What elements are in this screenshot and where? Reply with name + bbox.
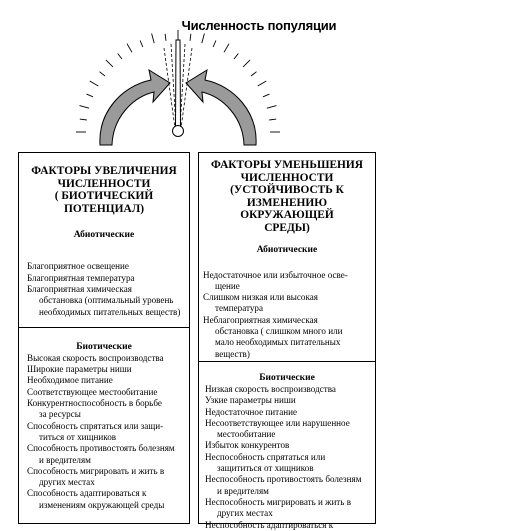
list-item-line: Способность спрятаться или защи- — [27, 420, 164, 431]
gauge-tick — [80, 119, 87, 120]
gauge-tick — [263, 94, 270, 97]
heading-line: ИЗМЕНЕНИЮ ОКРУЖАЮЩЕЙ — [240, 196, 334, 222]
list-item-line: Высокая скорость воспроизводства — [27, 352, 164, 363]
list-item — [205, 384, 375, 395]
heading-line: СРЕДЫ) — [264, 221, 310, 234]
increase-heading — [19, 165, 189, 215]
heading-line: ( БИОТИЧЕСКИЙ — [54, 190, 154, 203]
list-item-line: Узкие параметры ниши — [205, 395, 296, 406]
list-item-line: других местах — [39, 477, 95, 488]
gauge-tick — [152, 34, 155, 44]
list-item-line: Избыток конкурентов — [205, 440, 290, 451]
list-item — [205, 497, 375, 520]
decrease-biotic-title: Биотические — [259, 372, 315, 383]
list-item — [27, 284, 189, 318]
list-item — [205, 407, 375, 418]
gauge-tick — [202, 34, 205, 44]
increase-biotic-list — [19, 353, 189, 511]
list-item-line: Несоответствующее или нарушенное — [205, 417, 350, 428]
list-item — [203, 292, 375, 315]
gauge-tick — [127, 44, 132, 53]
gauge-tick — [118, 54, 122, 60]
list-item — [27, 261, 189, 272]
heading-line: ФАКТОРЫ УВЕЛИЧЕНИЯ — [31, 165, 177, 177]
decrease-abiotic-list — [199, 270, 375, 360]
list-item — [203, 315, 375, 360]
gauge-tick — [243, 60, 250, 67]
list-item-line: Способность противостоять болезням — [27, 443, 175, 454]
list-item — [27, 273, 189, 284]
list-item-line: Способность адаптироваться к — [27, 488, 147, 499]
list-item-line: Широкие параметры ниши — [27, 364, 132, 375]
gauge-tick — [165, 34, 166, 41]
list-item-line: Конкурентноспособность в борьбе — [27, 398, 162, 409]
list-item-line: защититься от хищников — [217, 463, 314, 474]
list-item — [205, 418, 375, 441]
heading-line: ЧИСЛЕННОСТИ — [57, 177, 151, 190]
gauge-tick — [190, 34, 191, 41]
list-item-line: Способность мигрировать и жить в — [27, 465, 165, 476]
list-item — [205, 440, 375, 451]
list-item — [203, 270, 375, 293]
page-title: Численность популяции — [181, 18, 337, 33]
heading-line: ФАКТОРЫ УМЕНЬШЕНИЯ — [211, 159, 363, 171]
list-item-line: обстановка (оптимальный уровень — [39, 295, 174, 306]
heading-line: ПОТЕНЦИАЛ) — [63, 202, 144, 215]
list-item-line: Необходимое питание — [27, 375, 113, 386]
list-item-line: Низкая скорость воспроизводства — [205, 383, 336, 394]
list-item-line: Неспособность противостоять болезням — [205, 474, 362, 485]
list-item-line: мало необходимых питательных — [215, 337, 341, 348]
list-item-line: местообитание — [217, 429, 276, 440]
divider — [19, 327, 189, 328]
list-item-line: титься от хищников — [39, 431, 117, 442]
right-arrow-icon — [186, 70, 256, 145]
gauge-tick — [90, 81, 99, 86]
list-item-line: Недостаточное питание — [205, 406, 298, 417]
increase-abiotic-title: Абиотические — [73, 230, 135, 241]
list-item-line: Благоприятная температура — [27, 272, 135, 283]
list-item-line: за ресурсы — [39, 409, 81, 420]
gauge-tick — [80, 106, 90, 109]
list-item — [27, 398, 189, 421]
heading-line: (УСТОЙЧИВОСТЬ К — [230, 184, 344, 197]
gauge-tick — [224, 44, 229, 53]
list-item — [205, 474, 375, 497]
list-item-line: обстановка ( слишком много или — [215, 326, 343, 337]
list-item-line: Неспособность адаптироваться к — [205, 519, 334, 530]
list-item-line: изменениям окружающей среды — [39, 499, 165, 510]
list-item — [27, 443, 189, 466]
gauge-tick — [267, 106, 277, 109]
list-item-line: температура — [215, 303, 263, 314]
increase-factors-box — [18, 152, 190, 524]
list-item-line: Неспособность спрятаться или — [205, 451, 326, 462]
gauge-tick — [87, 94, 94, 97]
divider — [199, 361, 375, 362]
list-item — [27, 466, 189, 489]
list-item — [27, 421, 189, 444]
decrease-heading — [199, 159, 375, 235]
list-item-line: Неспособность мигрировать и жить в — [205, 496, 351, 507]
decrease-abiotic-title: Абиотические — [256, 244, 318, 255]
list-item — [27, 375, 189, 386]
increase-biotic-title: Биотические — [76, 341, 132, 352]
list-item-line: веществ) — [215, 348, 250, 359]
gauge-tick — [213, 41, 216, 48]
list-item-line: необходимых питательных веществ) — [39, 306, 181, 317]
list-item-line: Благоприятная химическая — [27, 283, 132, 294]
heading-line: ЧИСЛЕННОСТИ — [240, 171, 334, 184]
list-item-line: Соответствующее местообитание — [27, 386, 158, 397]
list-item-line: щение — [215, 280, 240, 291]
gauge-tick — [100, 72, 106, 76]
needle-icon — [164, 40, 192, 137]
decrease-factors-box — [198, 152, 376, 530]
increase-abiotic-list — [19, 261, 189, 317]
list-item-line: Слишком низкая или высокая — [203, 292, 318, 303]
list-item-line: и вредителям — [217, 485, 269, 496]
list-item — [27, 364, 189, 375]
list-item — [205, 452, 375, 475]
gauge-tick — [251, 72, 257, 76]
list-item-line: Неблагоприятная химическая — [203, 314, 318, 325]
list-item — [205, 395, 375, 406]
left-arrow-icon — [100, 70, 170, 145]
decrease-biotic-list — [199, 384, 375, 531]
list-item — [27, 353, 189, 364]
list-item-line: других местах — [217, 508, 273, 519]
gauge-tick — [234, 54, 238, 60]
gauge-tick — [140, 41, 143, 48]
list-item-line: и вредителям — [39, 454, 91, 465]
gauge-tick — [258, 81, 267, 86]
gauge-tick — [269, 119, 276, 120]
gauge-tick — [106, 60, 113, 67]
list-item-line: Недостаточное или избыточное осве- — [203, 269, 348, 280]
list-item — [27, 488, 189, 511]
list-item — [205, 520, 375, 531]
list-item — [27, 387, 189, 398]
list-item-line: Благоприятное освещение — [27, 261, 129, 272]
